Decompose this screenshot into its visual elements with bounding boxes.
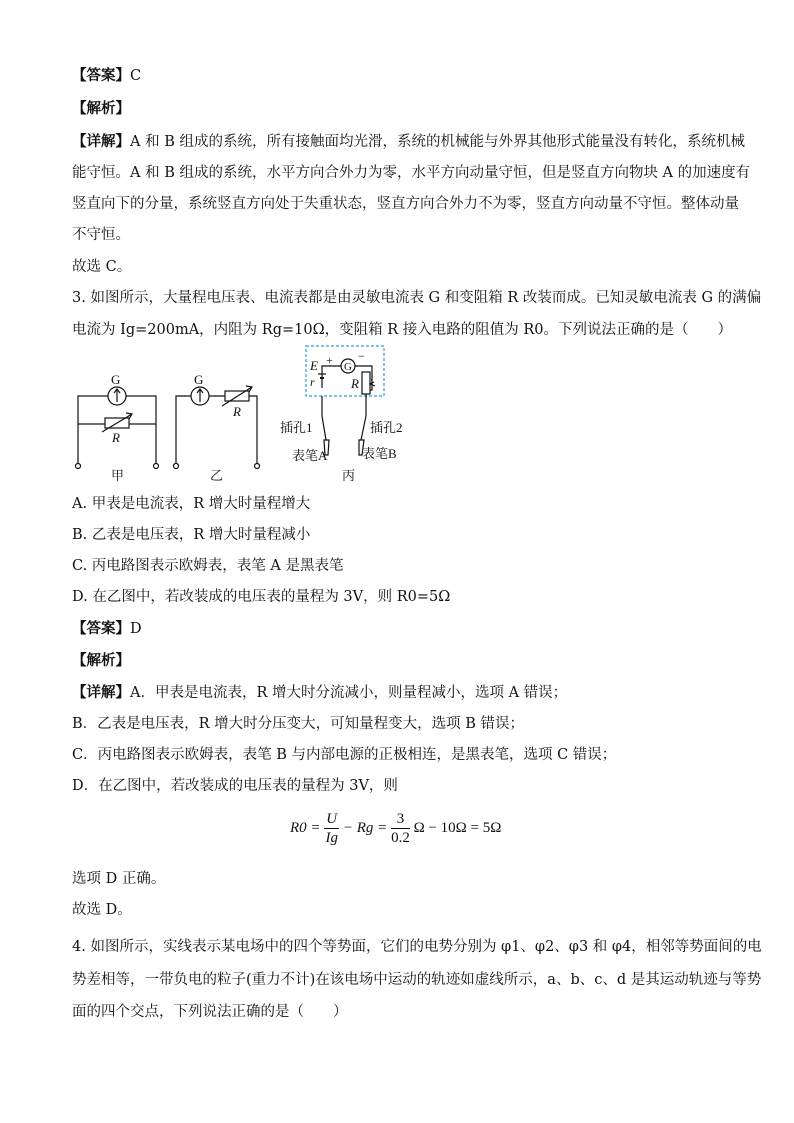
q3-circuit-figure bbox=[60, 340, 420, 490]
q3-answer-line: 【答案】D bbox=[72, 620, 142, 637]
formula-minus-rg: − Rg = bbox=[342, 820, 388, 836]
bing-r-label: R bbox=[351, 376, 359, 391]
q2-conclusion: 故选 C。 bbox=[72, 259, 132, 275]
answer-tag: 【答案】 bbox=[72, 67, 130, 84]
q2-detail-line-2: 能守恒。A 和 B 组成的系统，水平方向合外力为零，水平方向动量守恒，但是竖直方向物块 A 的加速度有 bbox=[72, 165, 751, 181]
formula-tail: Ω − 10Ω = 5Ω bbox=[413, 820, 502, 836]
q3-detail-line-4: D．在乙图中，若改装成的电压表的量程为 3V，则 bbox=[72, 778, 398, 794]
jia-g-label: G bbox=[111, 372, 121, 387]
jack-2-label: 插孔2 bbox=[370, 420, 403, 435]
pen-a-label: 表笔A bbox=[292, 448, 328, 463]
bing-r-internal-label: r bbox=[310, 375, 315, 389]
answer-value: D bbox=[130, 621, 142, 637]
bing-g-label: G bbox=[344, 361, 352, 373]
jia-caption: 甲 bbox=[111, 468, 125, 483]
q3-after: 选项 D 正确。 bbox=[72, 871, 166, 887]
minus-sign: − bbox=[358, 349, 365, 363]
yi-r-label: R bbox=[233, 404, 241, 419]
q3-stem-line-2: 电流为 Ig=200mA，内阻为 Rg=10Ω，变阻箱 R 接入电路的阻值为 R0。下列说法正确的是（ ） bbox=[72, 322, 732, 338]
q3-detail-line-3: C．丙电路图表示欧姆表，表笔 B 与内部电源的正极相连，是黑表笔，选项 C 错误； bbox=[72, 747, 617, 763]
q3-formula bbox=[290, 808, 501, 848]
bing-e-label: E bbox=[310, 358, 318, 373]
pen-b-label: 表笔B bbox=[362, 446, 397, 461]
jack-1-label: 插孔1 bbox=[280, 420, 313, 435]
q3-detail-line-2: B．乙表是电压表，R 增大时分压变大，可知量程变大，选项 B 错误； bbox=[72, 716, 525, 732]
q2-answer-line bbox=[72, 66, 141, 86]
q3-conclusion: 故选 D。 bbox=[72, 902, 132, 918]
q2-detail-line-1: 【详解】A 和 B 组成的系统，所有接触面均光滑，系统的机械能与外界其他形式能量没有转化，系统机械 bbox=[72, 133, 745, 150]
yi-caption: 乙 bbox=[210, 468, 224, 483]
option-b: B. 乙表是电压表，R 增大时量程减小 bbox=[72, 527, 311, 543]
formula-fraction-2: $\frac{3}{0.2}$ bbox=[391, 811, 410, 847]
q3-stem-line-1: 3. 如图所示，大量程电压表、电流表都是由灵敏电流表 G 和变阻箱 R 改装而成。已知灵敏电流表 G 的满偏 bbox=[72, 290, 762, 306]
formula-lhs: R0 = bbox=[290, 820, 321, 836]
answer-value: C bbox=[130, 68, 142, 84]
q3-detail-line-1: 【详解】A．甲表是电流表，R 增大时分流减小，则量程减小，选项 A 错误； bbox=[72, 684, 568, 701]
q3-analysis-tag: 【解析】 bbox=[72, 652, 130, 669]
q2-detail-line-3: 竖直向下的分量，系统竖直方向处于失重状态，竖直方向合外力不为零，竖直方向动量不守恒。整体动量 bbox=[72, 196, 739, 212]
bing-caption: 丙 bbox=[342, 468, 356, 483]
q2-analysis-tag: 【解析】 bbox=[72, 100, 130, 117]
q4-line-3: 面的四个交点，下列说法正确的是（ ） bbox=[72, 1004, 348, 1020]
option-d: D. 在乙图中，若改装成的电压表的量程为 3V，则 R0=5Ω bbox=[72, 589, 451, 605]
q4-line-1: 4. 如图所示，实线表示某电场中的四个等势面，它们的电势分别为 φ1、φ2、φ3 和 φ4，相邻等势面间的电 bbox=[72, 939, 762, 955]
q2-detail-line-4: 不守恒。 bbox=[72, 227, 130, 243]
q4-line-2: 势差相等，一带负电的粒子(重力不计)在该电场中运动的轨迹如虚线所示，a、b、c、d 是其运动轨迹与等势 bbox=[72, 972, 762, 988]
jia-r-label: R bbox=[112, 430, 120, 445]
yi-g-label: G bbox=[194, 372, 204, 387]
plus-sign: + bbox=[326, 353, 333, 367]
bing-rheostat bbox=[362, 372, 370, 394]
option-c: C. 丙电路图表示欧姆表，表笔 A 是黑表笔 bbox=[72, 558, 344, 574]
option-a: A. 甲表是电流表，R 增大时量程增大 bbox=[72, 496, 311, 512]
formula-fraction-1: $\frac{U}{Ig}$ bbox=[325, 811, 338, 847]
